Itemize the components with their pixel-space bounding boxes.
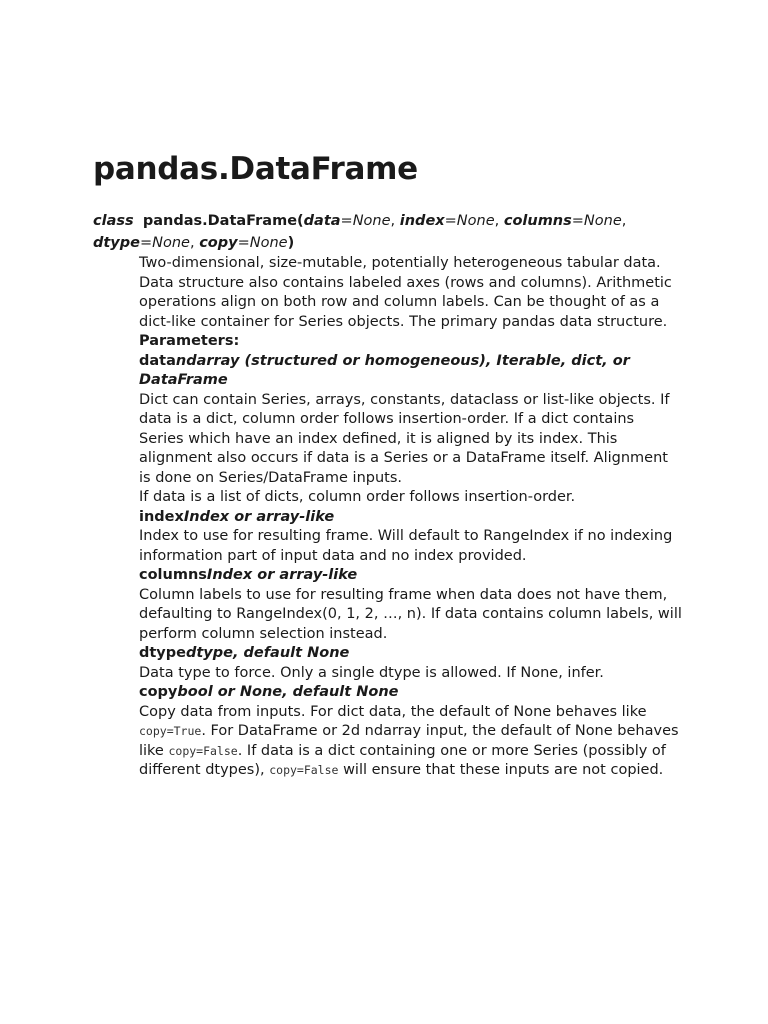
param-type: dtype, default None xyxy=(185,645,350,661)
param-desc-text: . If data is a dict containing one or more Series (possibly of different dtypes), xyxy=(139,742,666,778)
param-desc-text: Copy data from inputs. For dict data, the default of None behaves like xyxy=(139,703,647,720)
sig-default-columns: None xyxy=(583,213,622,229)
doc-body xyxy=(139,254,683,781)
sig-default-copy: None xyxy=(249,235,288,251)
param-desc: If data is a list of dicts, column order follows insertion-order. xyxy=(139,489,576,505)
signature: class pandas.DataFrame(data=None, index=None, columns=None, dtype=None, copy=None) xyxy=(93,213,627,251)
param-desc-text: will ensure that these inputs are not copied. xyxy=(338,762,664,778)
param-name: copy xyxy=(139,684,178,700)
param-header-columns xyxy=(139,566,683,586)
param-desc: Index to use for resulting frame. Will default to RangeIndex if no indexing information part of input data and no index provided. xyxy=(139,528,673,564)
sig-default-data: None xyxy=(352,213,391,229)
param-type: Index or array-like xyxy=(206,567,358,583)
param-name: columns xyxy=(139,567,207,583)
sig-param-data: data xyxy=(303,213,341,229)
param-header-index xyxy=(139,508,683,528)
param-header-copy xyxy=(139,683,683,703)
sig-param-columns: columns xyxy=(503,213,572,229)
sig-param-copy: copy xyxy=(199,235,238,251)
param-desc: Dict can contain Series, arrays, constants, dataclass or list-like objects. If data is a dict, column order follows insertion-order. If a dict contains Series which have an index defined, it is aligned by its index. This alignment also occurs if data is a Series or a DataFrame itself. Alignment is done on Series/DataFrame inputs. xyxy=(139,391,670,486)
param-name: data xyxy=(139,352,176,369)
param-desc: Column labels to use for resulting frame when data does not have them, defaulting to RangeIndex(0, 1, 2, …, n). If data contains column labels, will perform column selection instead. xyxy=(139,586,682,642)
doc-page xyxy=(93,150,683,781)
param-name: index xyxy=(139,508,184,525)
param-desc-text: . For DataFrame or 2d ndarray input, the default of None behaves like xyxy=(139,723,679,759)
page-title: pandas.DataFrame xyxy=(93,151,418,187)
param-header-data xyxy=(139,352,683,391)
sig-close: ) xyxy=(287,235,295,251)
sig-keyword: class xyxy=(93,213,134,229)
param-type: Index or array-like xyxy=(183,508,335,525)
param-name: dtype xyxy=(139,645,186,661)
param-type: ndarray (structured or homogeneous), Iterable, dict, or DataFrame xyxy=(139,352,630,388)
param-header-dtype xyxy=(139,644,683,664)
summary: Two-dimensional, size-mutable, potentially heterogeneous tabular data. xyxy=(139,255,661,271)
code-literal: copy=False xyxy=(269,763,339,777)
parameters-title: Parameters: xyxy=(139,333,240,349)
sig-default-index: None xyxy=(456,213,495,229)
sig-name: pandas.DataFrame( xyxy=(142,213,304,229)
param-desc: Data type to force. Only a single dtype is allowed. If None, infer. xyxy=(139,664,604,681)
code-literal: copy=False xyxy=(168,743,238,758)
param-desc xyxy=(139,703,683,781)
param-type: bool or None, default None xyxy=(177,684,399,700)
sig-default-dtype: None xyxy=(152,235,190,251)
sig-param-index: index xyxy=(399,213,445,229)
sig-param-dtype: dtype xyxy=(93,235,140,251)
description: Data structure also contains labeled axes (rows and columns). Arithmetic operations align on both row and column labels. Can be thought of as a dict-like container for Series objects. The primary pandas data structure. xyxy=(139,274,672,330)
code-literal: copy=True xyxy=(139,724,202,738)
